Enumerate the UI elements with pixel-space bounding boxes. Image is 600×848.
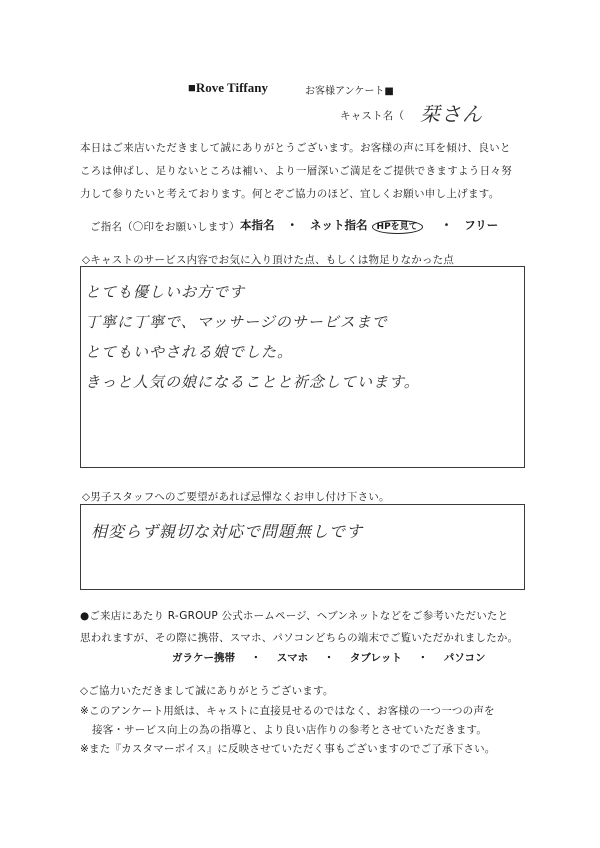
option-net[interactable]: ネット指名 xyxy=(310,218,368,232)
footer-thanks: ◇ご協力いただきまして誠にありがとうございます。 xyxy=(80,685,334,697)
separator: ・ xyxy=(286,218,299,232)
option-smartphone[interactable]: スマホ xyxy=(276,652,309,664)
intro-line: 力して参りたいと考えております。何とぞご協力のほど、宜しくお願い申し上げます。 xyxy=(80,188,500,200)
cast-label: キャスト名（ xyxy=(340,110,405,122)
option-pc[interactable]: パソコン xyxy=(443,652,486,664)
store-name: ■Rove Tiffany xyxy=(188,80,268,95)
q3-line2: 思われますが、その際に携帯、スマホ、パソコンどちらの端末でご覧いただかれましたか。 xyxy=(80,632,519,644)
separator: ・ xyxy=(323,652,335,664)
q3-line1: ●ご来店にあたり R-GROUP 公式ホームページ、ヘブンネットなどをご参考いただいたと xyxy=(80,610,509,622)
q2-answer-box[interactable] xyxy=(80,504,525,590)
intro-line: ころは伸ばし、足りないところは補い、より一層深いご満足をご提供できますよう日々努 xyxy=(80,165,512,177)
q2-label: ◇男子スタッフへのご要望があれば忌憚なくお申し付け下さい。 xyxy=(82,491,390,503)
option-feature-phone[interactable]: ガラケー携帯 xyxy=(172,652,235,664)
separator: ・ xyxy=(417,652,429,664)
device-options xyxy=(172,650,486,665)
hp-circled-mark[interactable]: HPを見て xyxy=(372,220,423,234)
option-tablet[interactable]: タブレット xyxy=(349,652,402,664)
handwritten-line: 丁寧に丁寧で、マッサージのサービスまで xyxy=(85,313,388,331)
handwritten-line: きっと人気の娘になることと祈念しています。 xyxy=(85,373,420,391)
cast-name-handwritten: 栞さん xyxy=(420,102,483,126)
option-regular[interactable]: 本指名 xyxy=(240,218,275,232)
handwritten-line: とても優しいお方です xyxy=(85,283,246,301)
separator: ・ xyxy=(440,218,453,232)
footer-note: ※このアンケート用紙は、キャストに直接見せるのではなく、お客様の一つ一つの声を xyxy=(80,705,495,717)
q1-label: ◇キャストのサービス内容でお気に入り頂けた点、もしくは物足りなかった点 xyxy=(82,254,455,266)
option-free[interactable]: フリー xyxy=(464,218,499,232)
designation-options xyxy=(240,217,498,234)
survey-title: お客様アンケート■ xyxy=(305,86,394,97)
footer-note: ※また『カスタマーボイス』に反映させていただく事もございますのでご了承下さい。 xyxy=(80,743,496,755)
handwritten-line: 相変らず親切な対応で問題無しです xyxy=(91,522,364,541)
separator: ・ xyxy=(250,652,262,664)
q1-answer-box[interactable] xyxy=(80,266,525,468)
designation-label: ご指名（〇印をお願いします） xyxy=(90,221,240,233)
intro-line: 本日はご来店いただきまして誠にありがとうございます。お客様の声に耳を傾け、良いと xyxy=(80,142,511,154)
footer-note: 接客・サービス向上の為の指導と、より良い店作りの参考とさせていただきます。 xyxy=(92,724,488,736)
handwritten-line: とてもいやされる娘でした。 xyxy=(85,343,294,361)
intro-paragraph xyxy=(80,137,512,206)
